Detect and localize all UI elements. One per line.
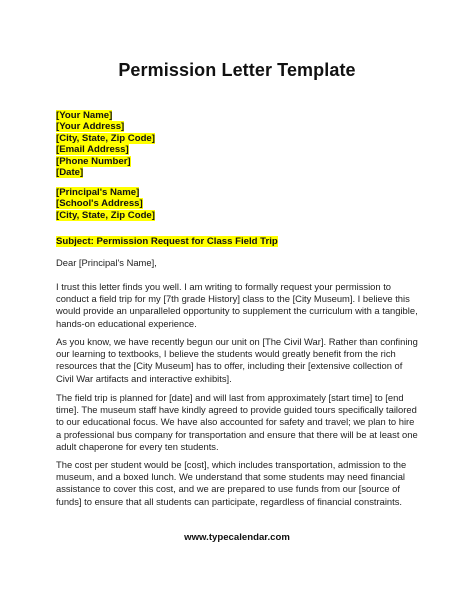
recipient-address-line [56, 198, 155, 209]
sender-city-line [56, 133, 155, 144]
body-paragraph-1: I trust this letter finds you well. I am writing to formally request your permission to conduct a field trip for my [7th grade History] class to the [City Museum]. I believe this would provide an unparalleled opportunity to supplement the curriculum with a tangible, hands-on educational experience. [56, 281, 418, 329]
sender-date-line [56, 167, 155, 178]
recipient-info-block [56, 187, 155, 221]
document-title: Permission Letter Template [118, 60, 356, 80]
sender-city-state-zip: [City, State, Zip Code] [56, 132, 155, 144]
sender-info-block [56, 110, 155, 178]
sender-address-line [56, 121, 155, 132]
greeting: Dear [Principal's Name], [56, 257, 157, 268]
body-paragraph-4: The cost per student would be [cost], which includes transportation, admission to the museum, and a boxed lunch. We understand that some students may need financial assistance to cover this cost, and we are prepared to use funds from our [source of funds] to ensure that all students can participate, regardless of financial constraints. [56, 459, 407, 507]
recipient-name-line [56, 187, 155, 198]
letter-date: [Date] [56, 167, 84, 179]
recipient-city-line [56, 210, 155, 221]
sender-email: [Email Address] [56, 144, 129, 156]
sender-name: [Your Name] [56, 110, 113, 121]
sender-address: [Your Address] [56, 121, 125, 133]
recipient-school-address: [School's Address] [56, 198, 143, 210]
sender-email-line [56, 144, 155, 155]
recipient-name: [Principal's Name] [56, 187, 140, 198]
sender-phone: [Phone Number] [56, 155, 131, 167]
subject-line [56, 236, 278, 247]
subject-block [56, 236, 278, 247]
footer-website: www.typecalendar.com [184, 532, 290, 543]
recipient-city-state-zip: [City, State, Zip Code] [56, 209, 155, 221]
body-paragraph-2: As you know, we have recently begun our unit on [The Civil War]. Rather than confining our learning to textbooks, I believe the students would greatly benefit from the rich resources that the [City Museum] has to offer, including their [extensive collection of Civil War artifacts and interactive exhibits]. [56, 336, 418, 384]
subject-text: Subject: Permission Request for Class Field Trip [56, 236, 278, 247]
sender-name-line [56, 110, 155, 121]
body-paragraph-3: The field trip is planned for [date] and will last from approximately [start time] to [end time]. The museum staff have kindly agreed to provide guided tours specifically tailored to our educational focus. We have also accounted for safety and travel; we plan to hire a professional bus company for transportation and ensure that there will be at least one adult chaperone for every ten students. [56, 392, 418, 452]
sender-phone-line [56, 156, 155, 167]
